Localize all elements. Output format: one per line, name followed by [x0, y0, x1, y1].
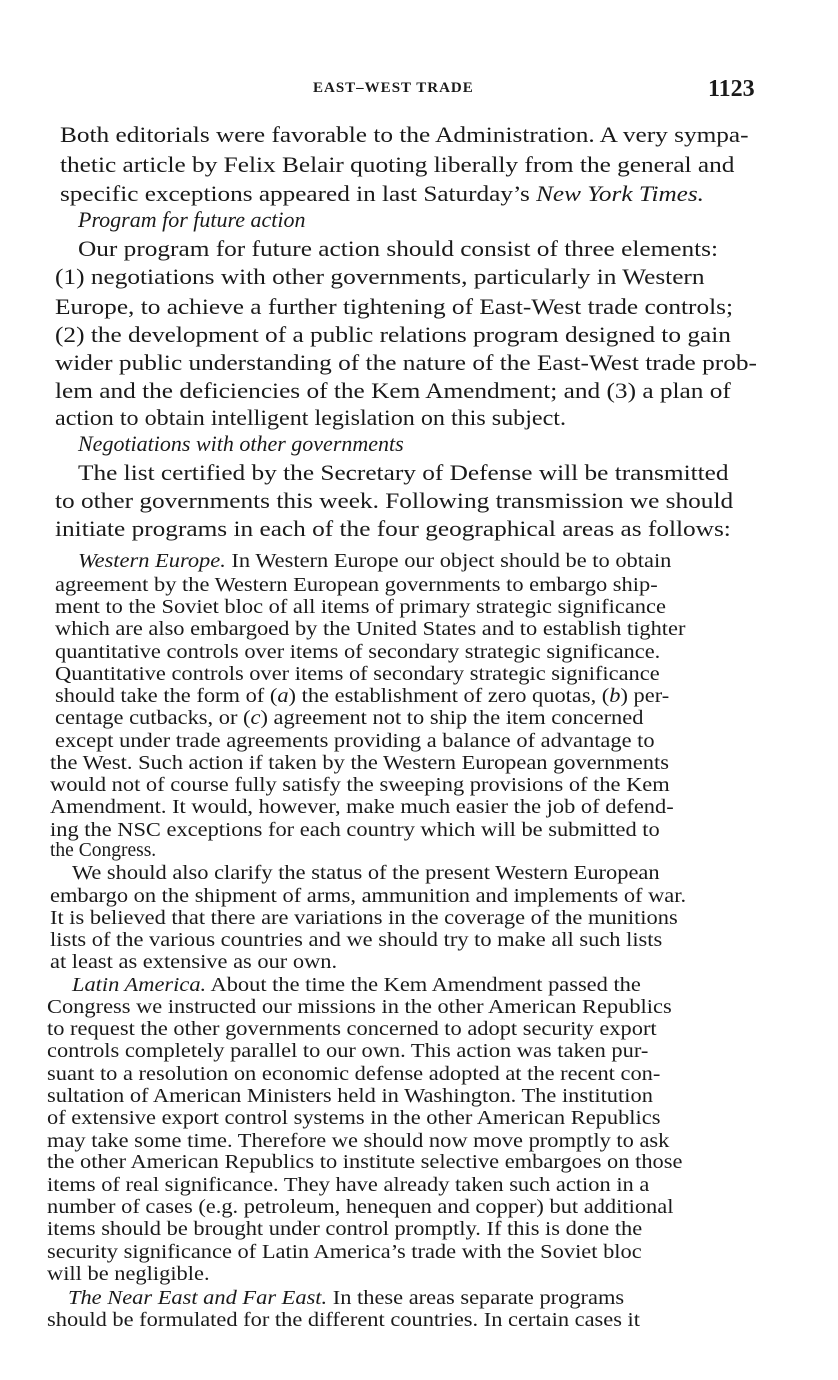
text-line — [72, 863, 660, 885]
text-line — [55, 642, 660, 664]
italic-run: b — [609, 686, 621, 707]
text-run: wider public understanding of the nature of the East-West trade prob- — [55, 350, 757, 375]
text-run: should take the form of ( — [55, 686, 278, 707]
text-run: except under trade agreements providing a balance of advantage to — [55, 731, 655, 752]
text-run: controls completely parallel to our own. This action was taken pur- — [47, 1041, 649, 1062]
italic-run: New York Times. — [536, 181, 704, 206]
text-line — [55, 294, 733, 320]
text-run: of extensive export control systems in the other American Republics — [47, 1108, 661, 1129]
text-run: should be formulated for the different countries. In certain cases it — [47, 1310, 641, 1331]
text-line — [68, 1288, 624, 1310]
text-line — [47, 1264, 210, 1286]
text-line — [47, 1197, 673, 1219]
text-run: ing the NSC exceptions for each country which will be submitted to — [50, 820, 660, 841]
text-run: lists of the various countries and we should try to make all such lists — [50, 930, 663, 951]
text-run: ) agreement not to ship the item concerned — [260, 708, 644, 729]
text-line — [60, 152, 734, 178]
text-run: Congress we instructed our missions in the other American Republics — [47, 997, 672, 1018]
text-line — [55, 664, 660, 686]
text-line — [50, 886, 686, 908]
text-line — [47, 1219, 642, 1241]
text-line — [78, 236, 718, 262]
text-run: the Congress. — [50, 840, 157, 861]
text-line — [55, 686, 669, 708]
italic-run: Program for future action — [78, 207, 306, 232]
text-run: About the time the Kem Amendment passed the — [206, 975, 641, 996]
text-run: We should also clarify the status of the present Western European — [72, 863, 660, 884]
text-run: Our program for future action should consist of three elements: — [78, 236, 719, 261]
text-line — [50, 797, 674, 819]
text-run: centage cutbacks, or ( — [55, 708, 251, 729]
text-line — [50, 775, 670, 797]
text-line — [47, 1041, 648, 1063]
text-run: at least as extensive as our own. — [50, 952, 338, 973]
text-line — [47, 1310, 640, 1332]
text-run: In Western Europe our object should be to obtain — [225, 551, 672, 572]
text-run: number of cases (e.g. petroleum, henequen and copper) but additional — [47, 1197, 674, 1218]
text-line — [47, 1108, 660, 1130]
text-run: In these areas separate programs — [327, 1288, 625, 1309]
text-run: will be negligible. — [47, 1264, 210, 1285]
text-run: thetic article by Felix Belair quoting liberally from the general and — [60, 152, 735, 177]
text-run: action to obtain intelligent legislation on this subject. — [55, 405, 566, 430]
text-line — [50, 753, 669, 775]
text-line — [50, 952, 337, 974]
text-line — [55, 488, 733, 514]
text-line — [78, 551, 671, 573]
italic-run: Negotiations with other governments — [78, 431, 404, 456]
text-run: sultation of American Ministers held in Washington. The institution — [47, 1086, 653, 1107]
text-run: ) per- — [620, 686, 670, 707]
text-line — [47, 1175, 649, 1197]
text-line — [55, 405, 566, 431]
text-line — [55, 322, 731, 348]
text-line — [55, 575, 658, 597]
text-line — [50, 908, 678, 930]
text-line — [47, 1086, 653, 1108]
text-line — [72, 975, 641, 997]
text-run: to other governments this week. Following transmission we should — [55, 488, 734, 513]
text-run: may take some time. Therefore we should now move promptly to ask — [47, 1131, 670, 1152]
text-run: ment to the Soviet bloc of all items of primary strategic significance — [55, 597, 666, 618]
text-line — [60, 122, 749, 148]
text-run: embargo on the shipment of arms, ammunition and implements of war. — [50, 886, 687, 907]
text-line — [50, 840, 156, 862]
text-run: (1) negotiations with other governments, particularly in Western — [55, 264, 705, 289]
page-number: 1123 — [708, 76, 755, 102]
text-run: Both editorials were favorable to the Administration. A very sympa- — [60, 122, 749, 147]
text-run: Amendment. It would, however, make much easier the job of defend- — [50, 797, 674, 818]
text-line — [78, 431, 404, 457]
italic-run: The Near East and Far East. — [68, 1288, 328, 1309]
text-line — [55, 597, 666, 619]
text-line — [55, 619, 685, 641]
text-run: which are also embargoed by the United States and to establish tighter — [55, 619, 686, 640]
text-line — [50, 820, 660, 842]
text-line — [55, 731, 655, 753]
text-run: quantitative controls over items of secondary strategic significance. — [55, 642, 661, 663]
italic-run: Western Europe. — [78, 551, 226, 572]
text-run: ) the establishment of zero quotas, ( — [288, 686, 610, 707]
text-run: The list certified by the Secretary of Defense will be transmitted — [78, 460, 729, 485]
text-run: the other American Republics to institute selective embargoes on those — [47, 1152, 683, 1173]
text-line — [78, 460, 729, 486]
text-line — [60, 181, 704, 207]
text-run: items of real significance. They have already taken such action in a — [47, 1175, 650, 1196]
italic-run: Latin America. — [72, 975, 207, 996]
text-run: security significance of Latin America’s trade with the Soviet bloc — [47, 1242, 642, 1263]
text-run: lem and the deficiencies of the Kem Amendment; and (3) a plan of — [55, 378, 731, 403]
text-run: specific exceptions appeared in last Saturday’s — [60, 181, 537, 206]
text-line — [55, 708, 643, 730]
text-line — [50, 930, 662, 952]
text-line — [47, 997, 672, 1019]
text-run: Europe, to achieve a further tightening of East-West trade controls; — [55, 294, 734, 319]
text-line — [78, 207, 306, 233]
text-line — [47, 1152, 682, 1174]
text-line — [47, 1131, 669, 1153]
text-run: It is believed that there are variations in the coverage of the munitions — [50, 908, 678, 929]
running-head — [0, 76, 838, 106]
text-run: the West. Such action if taken by the Western European governments — [50, 753, 669, 774]
text-run: to request the other governments concerned to adopt security export — [47, 1019, 657, 1040]
text-line — [47, 1242, 642, 1264]
running-title: EAST–WEST TRADE — [313, 80, 474, 96]
text-run: items should be brought under control promptly. If this is done the — [47, 1219, 643, 1240]
italic-run: a — [277, 686, 289, 707]
text-line — [55, 264, 705, 290]
text-run: Quantitative controls over items of secondary strategic significance — [55, 664, 660, 685]
text-line — [55, 350, 757, 376]
text-run: suant to a resolution on economic defense adopted at the recent con- — [47, 1064, 661, 1085]
italic-run: c — [250, 708, 261, 729]
text-run: (2) the development of a public relations program designed to gain — [55, 322, 731, 347]
text-run: agreement by the Western European governments to embargo ship- — [55, 575, 658, 596]
text-run: initiate programs in each of the four geographical areas as follows: — [55, 516, 731, 541]
text-line — [47, 1064, 660, 1086]
text-line — [55, 378, 731, 404]
text-run: would not of course fully satisfy the sweeping provisions of the Kem — [50, 775, 670, 796]
text-line — [47, 1019, 657, 1041]
text-line — [55, 516, 731, 542]
